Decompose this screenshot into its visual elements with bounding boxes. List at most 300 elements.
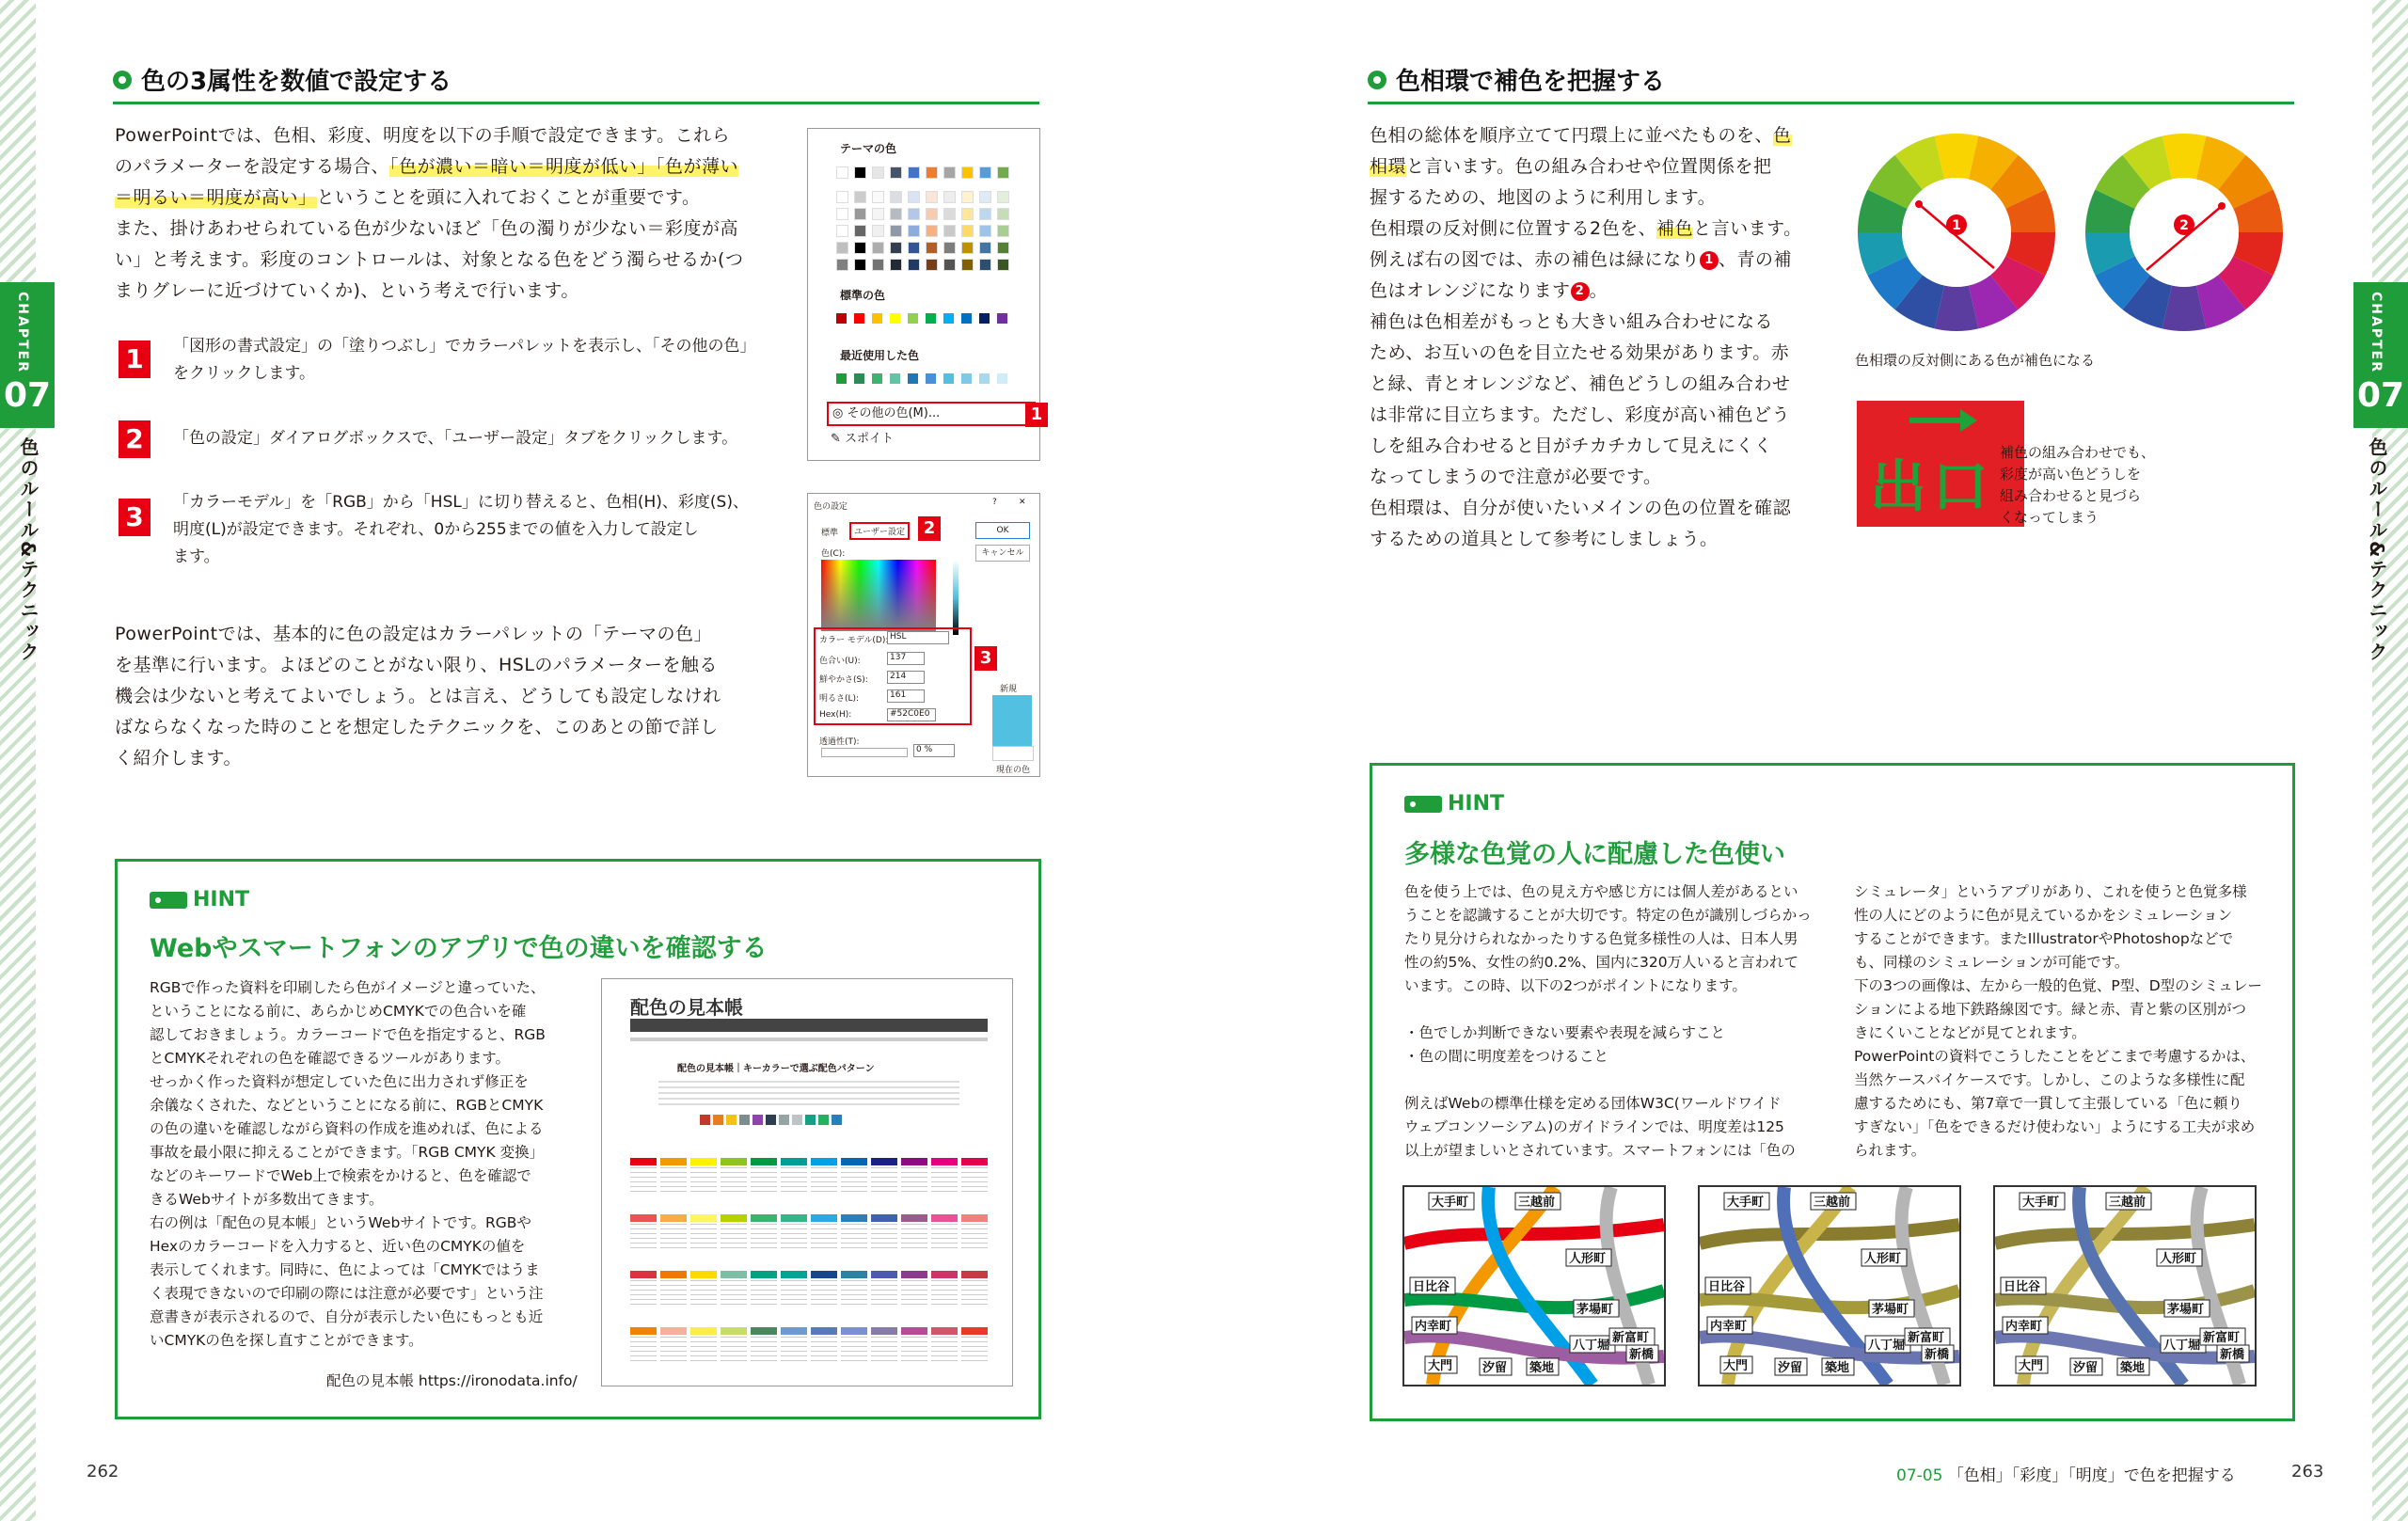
left-edge-stripes: [0, 0, 36, 1521]
site-cell-text: [931, 1167, 958, 1192]
standard-color-swatch[interactable]: [890, 313, 900, 324]
right-body: 色相の総体を順序立てて円環上に並べたものを、色 相環と言います。色の組み合わせや位置関係を把 握するための、地図のように利用します。 色相環の反対側に位置する2色を、補色と言います。 例えば右の図では、赤の補色は緑になり 1 、青の補 色はオレンジになります 2 。 補色は色相差がもっとも大きい組み合わせになる ため、お互いの色を目立たせる効果があります。赤 と緑、青とオレンジなど、補色どうしの組み合わせ は非常に目立ちます。ただし、彩度が高い補色どう しを組み合わせると目がチカチカして見えにくく なってしまうので注意が必要です。 色相環は、自分が使いたいメインの色の位置を確認 するための道具として参考にしましょう。: [1370, 125, 1802, 549]
station-label: 八丁堀: [1573, 1339, 1610, 1353]
hue-label: 色合い(U):: [819, 657, 861, 666]
station-label: 三越前: [1814, 1196, 1851, 1210]
theme-color-swatch[interactable]: [979, 191, 991, 203]
theme-color-swatch[interactable]: [926, 166, 938, 179]
transparency-input[interactable]: 0 %: [913, 744, 955, 757]
hue-input[interactable]: 137: [887, 652, 925, 665]
site-color-cell: [931, 1214, 958, 1222]
color-spectrum[interactable]: [821, 560, 936, 631]
standard-color-swatch[interactable]: [908, 313, 918, 324]
site-color-cell: [901, 1158, 927, 1165]
step-3-number: 3: [119, 499, 150, 536]
station-label: 日比谷: [2004, 1280, 2041, 1294]
theme-color-swatch[interactable]: [890, 208, 902, 220]
metro-line: [1995, 1225, 2255, 1244]
station-label: 八丁堀: [2163, 1339, 2201, 1353]
hint-col-2: シミュレータ」というアプリがあり、これを使うと色覚多様 性の人にどのように色が見えているかをシミュレーション することができます。またIllustratorやPhotoshopなどで も、同様のシミュレーションが可能です。 下の3つの画像は、左から一般的色覚、P型、D型のシミュレー ションによる地下鉄路線図です。緑と赤、青と紫の区別がつ きにくいことなどが見てとれます。 PowerPointの資料でこうしたことをどこまで考慮するかは、 当然ケースバイケースです。しかし、このような多様性に配 慮するためにも、第7章で一貫して主張している「色に頼り すぎない」「色をできるだけ使わない」ようにする工夫が求め られます。: [1854, 883, 2262, 1159]
site-color-cell: [961, 1158, 988, 1165]
station-label: 新橋: [1925, 1348, 1950, 1362]
site-color-cell: [630, 1158, 657, 1165]
station-label: 内幸町: [1710, 1320, 1748, 1334]
recent-colors-label: 最近使用した色: [840, 349, 920, 362]
metro-map-d-type: [1993, 1185, 2257, 1386]
station-label: 内幸町: [1415, 1320, 1452, 1334]
site-cell-text: [630, 1280, 657, 1305]
standard-color-swatch[interactable]: [926, 313, 936, 324]
site-color-cell: [721, 1271, 747, 1278]
hint-title: Webやスマートフォンのアプリで色の違いを確認する: [150, 934, 768, 963]
recent-color-swatch[interactable]: [836, 373, 847, 384]
hint-icon: [150, 892, 187, 909]
site-color-cell: [751, 1271, 777, 1278]
hint-col-1: 色を使う上では、色の見え方や感じ方には個人差があるとい うことを認識することが大切です。特定の色が識別しづらかっ たり見分けられなかったりする色覚多様性の人は、日本人男 性の約5%、女性の約0.2%、国内に320万人いると言われて います。この時、以下の2つがポイントになります。 ・色でしか判断できない要素や表現を減らすこと ・色の間に明度差をつけること 例えばWebの標準仕様を定める団体W3C(ワールドワイド ウェブコンソーシアム)のガイドラインでは、明度差は125 以上が望ましいとされています。スマートフォンには「色の: [1404, 883, 1812, 1159]
site-cell-text: [660, 1280, 687, 1305]
site-color-cell: [690, 1327, 717, 1335]
exit-caption: 補色の組み合わせでも、 彩度が高い色どうしを 組み合わせると見づら くなってしまう: [2000, 444, 2156, 526]
site-cell-text: [781, 1337, 807, 1361]
site-logo: 配色の見本帳: [630, 996, 743, 1019]
station-label: 八丁堀: [1868, 1339, 1906, 1353]
theme-color-swatch[interactable]: [943, 191, 956, 203]
site-color-cell: [871, 1158, 897, 1165]
station-label: 三越前: [2109, 1196, 2147, 1210]
color-model-select[interactable]: HSL: [887, 631, 949, 644]
callout-badge-2: 2: [918, 516, 941, 541]
site-cell-text: [751, 1224, 777, 1248]
theme-color-swatch[interactable]: [836, 225, 848, 237]
step-2-number: 2: [119, 420, 150, 458]
site-cell-text: [811, 1337, 837, 1361]
theme-color-swatch[interactable]: [997, 259, 1009, 271]
site-chip: [739, 1115, 750, 1125]
theme-color-swatch[interactable]: [908, 259, 920, 271]
site-color-cell: [961, 1271, 988, 1278]
site-cell-text: [811, 1224, 837, 1248]
site-color-cell: [721, 1327, 747, 1335]
site-cell-text: [721, 1224, 747, 1248]
site-color-cell: [781, 1158, 807, 1165]
color-label: 色(C):: [821, 549, 846, 559]
chapter-number: 07: [2356, 376, 2405, 415]
step-1-text: 「図形の書式設定」の「塗りつぶし」でカラーパレットを表示し、「その他の色」 をクリックします。: [173, 337, 756, 383]
site-chip: [779, 1115, 789, 1125]
left-intro: PowerPointでは、色相、彩度、明度を以下の手順で設定できます。これら のパラメーターを設定する場合、「色が濃い＝暗い＝明度が低い」「色が薄い ＝明るい＝明度が高い」ということを頭に入れておくことが重要です。 また、掛けあわせられている色が少ないほど「色の濁りが少ない＝彩度が高 い」と考えます。彩度のコントロールは、対象となる色をどう濁らせるか(つ まりグレーに近づけていくか)、という考えで行います。: [115, 125, 744, 301]
site-cell-text: [721, 1337, 747, 1361]
site-cell-text: [931, 1224, 958, 1248]
standard-color-swatch[interactable]: [836, 313, 847, 324]
luminance-slider[interactable]: [953, 560, 958, 635]
site-cell-text: [690, 1167, 717, 1192]
site-color-cell: [660, 1214, 687, 1222]
theme-color-swatch[interactable]: [890, 259, 902, 271]
theme-color-swatch[interactable]: [890, 166, 902, 179]
site-cell-text: [630, 1337, 657, 1361]
theme-color-swatch[interactable]: [961, 191, 974, 203]
step-3-text: 「カラーモデル」を「RGB」から「HSL」に切り替えると、色相(H)、彩度(S)、 明度(L)が設定できます。それぞれ、0から255までの値を入力して設定し ます。: [173, 493, 749, 566]
chapter-title-left: 色のルール&テクニック: [17, 437, 40, 663]
station-label: 築地: [1529, 1361, 1555, 1375]
site-color-cell: [690, 1214, 717, 1222]
station-label: 茅場町: [2167, 1303, 2205, 1317]
chapter-number: 07: [3, 376, 52, 415]
theme-color-swatch[interactable]: [961, 225, 974, 237]
site-color-cell: [751, 1214, 777, 1222]
theme-color-swatch[interactable]: [926, 259, 938, 271]
theme-color-swatch[interactable]: [854, 242, 866, 254]
site-color-cell: [660, 1271, 687, 1278]
site-cell-text: [811, 1167, 837, 1192]
site-cell-text: [871, 1280, 897, 1305]
site-color-cell: [871, 1214, 897, 1222]
station-label: 大門: [1428, 1359, 1453, 1373]
left-section-title: 色の3属性を数値で設定する: [113, 62, 452, 97]
hue-wheel-2: [2085, 134, 2283, 331]
site-chip: [726, 1115, 737, 1125]
site-cell-text: [751, 1167, 777, 1192]
site-color-cell: [811, 1158, 837, 1165]
recent-color-swatch[interactable]: [872, 373, 882, 384]
site-color-cell: [781, 1327, 807, 1335]
theme-color-swatch[interactable]: [854, 225, 866, 237]
station-label: 新橋: [1629, 1348, 1655, 1362]
site-chip: [700, 1115, 710, 1125]
station-label: 大門: [2019, 1359, 2044, 1373]
site-color-cell: [841, 1214, 867, 1222]
wheel-number: 2: [2179, 218, 2189, 233]
arrow-head: [1915, 200, 1923, 208]
theme-color-swatch[interactable]: [872, 208, 884, 220]
recent-color-swatch[interactable]: [943, 373, 954, 384]
site-cell-text: [721, 1167, 747, 1192]
site-cell-text: [871, 1337, 897, 1361]
chapter-word: CHAPTER: [2368, 292, 2384, 373]
ok-button[interactable]: OK: [975, 522, 1030, 539]
site-chip: [713, 1115, 723, 1125]
theme-color-swatch[interactable]: [961, 166, 974, 179]
recent-color-swatch[interactable]: [979, 373, 990, 384]
theme-color-swatch[interactable]: [872, 259, 884, 271]
callout-badge-1: 1: [1025, 403, 1048, 427]
new-color-label: 新規: [1000, 685, 1018, 694]
arrow-icon: [1909, 418, 1964, 423]
metro-map-p-type: [1698, 1185, 1961, 1386]
help-icon[interactable]: ?: [992, 498, 997, 507]
site-chip: [752, 1115, 763, 1125]
station-label: 築地: [2120, 1361, 2146, 1375]
station-label: 人形町: [2160, 1252, 2197, 1266]
site-color-cell: [811, 1271, 837, 1278]
theme-color-swatch[interactable]: [943, 225, 956, 237]
transparency-label: 透過性(T):: [819, 737, 860, 747]
site-color-cell: [931, 1271, 958, 1278]
recent-color-swatch[interactable]: [926, 373, 936, 384]
theme-color-swatch[interactable]: [872, 242, 884, 254]
current-color-label: 現在の色: [996, 766, 1031, 775]
site-cell-text: [961, 1337, 988, 1361]
theme-color-swatch[interactable]: [943, 259, 956, 271]
chapter-tab-right: [2353, 282, 2408, 428]
site-cell-text: [811, 1280, 837, 1305]
site-cell-text: [901, 1337, 927, 1361]
station-label: 築地: [1825, 1361, 1850, 1375]
site-cell-text: [961, 1280, 988, 1305]
theme-color-swatch[interactable]: [979, 259, 991, 271]
station-label: 大手町: [1727, 1196, 1765, 1210]
theme-color-swatch[interactable]: [926, 242, 938, 254]
site-cell-text: [901, 1167, 927, 1192]
site-color-cell: [721, 1214, 747, 1222]
left-outro: PowerPointでは、基本的に色の設定はカラーパレットの「テーマの色」 を基準に行います。よほどのことがない限り、HSLのパラメーターを触る 機会は少ないと考えてよいでしょう。とは言え、どうしても設定しなけれ ばならなくなった時のことを想定したテクニックを、このあとの節で詳し く紹介します。: [115, 624, 721, 768]
theme-color-swatch[interactable]: [943, 208, 956, 220]
bullet-icon: [113, 71, 132, 89]
theme-color-swatch[interactable]: [979, 242, 991, 254]
site-cell-text: [841, 1337, 867, 1361]
station-label: 人形町: [1864, 1252, 1902, 1266]
eyedropper-item[interactable]: ✎ スポイト: [831, 432, 895, 446]
site-cell-text: [841, 1224, 867, 1248]
site-cell-text: [690, 1337, 717, 1361]
step-2-text: 「色の設定」ダイアログボックスで、「ユーザー設定」タブをクリックします。: [173, 429, 738, 448]
station-label: 人形町: [1569, 1252, 1607, 1266]
site-color-cell: [841, 1271, 867, 1278]
site-cell-text: [841, 1167, 867, 1192]
theme-color-swatch[interactable]: [997, 166, 1009, 179]
page-number-right: 263: [2291, 1462, 2324, 1481]
arrow-head: [2218, 202, 2226, 210]
standard-color-swatch[interactable]: [854, 313, 864, 324]
site-cell-text: [931, 1280, 958, 1305]
site-color-cell: [841, 1158, 867, 1165]
site-color-cell: [630, 1327, 657, 1335]
theme-color-swatch[interactable]: [836, 191, 848, 203]
site-cell-text: [961, 1167, 988, 1192]
theme-color-swatch[interactable]: [836, 242, 848, 254]
theme-color-swatch[interactable]: [979, 208, 991, 220]
saturation-input[interactable]: 214: [887, 671, 925, 684]
standard-color-swatch[interactable]: [997, 313, 1007, 324]
step-1-number: 1: [119, 341, 150, 378]
site-color-cell: [690, 1158, 717, 1165]
site-cell-text: [961, 1224, 988, 1248]
hue-wheels: [1853, 124, 2295, 341]
site-sub-nav: [630, 1038, 988, 1041]
site-color-cell: [841, 1327, 867, 1335]
standard-color-swatch[interactable]: [979, 313, 990, 324]
ironodata-site-screenshot: [601, 978, 1013, 1386]
metro-line: [1700, 1225, 1959, 1244]
theme-color-swatch[interactable]: [926, 191, 938, 203]
site-cell-text: [901, 1224, 927, 1248]
theme-color-swatch[interactable]: [943, 166, 956, 179]
station-label: 日比谷: [1413, 1280, 1450, 1294]
site-cell-text: [871, 1224, 897, 1248]
theme-color-swatch[interactable]: [961, 242, 974, 254]
theme-color-swatch[interactable]: [854, 166, 866, 179]
tab-standard[interactable]: 標準: [821, 529, 839, 538]
exit-text: 出口: [1870, 454, 1994, 520]
theme-color-swatch[interactable]: [961, 259, 974, 271]
site-cell-text: [871, 1167, 897, 1192]
station-label: 大手町: [1432, 1196, 1469, 1210]
theme-color-swatch[interactable]: [872, 191, 884, 203]
theme-color-swatch[interactable]: [890, 225, 902, 237]
standard-colors-label: 標準の色: [840, 289, 886, 302]
theme-color-swatch[interactable]: [997, 191, 1009, 203]
theme-color-swatch[interactable]: [997, 208, 1009, 220]
tab-custom[interactable]: ユーザー設定: [849, 522, 910, 540]
recent-color-swatch[interactable]: [890, 373, 900, 384]
site-cell-text: [841, 1280, 867, 1305]
right-hint-box: [1370, 763, 2295, 1421]
more-colors-item[interactable]: ◎ その他の色(M)...: [827, 402, 1036, 426]
theme-color-swatch[interactable]: [890, 191, 902, 203]
wheel-number: 1: [1952, 218, 1961, 233]
site-color-cell: [961, 1214, 988, 1222]
circled-1: 1: [1700, 251, 1719, 270]
theme-color-swatch[interactable]: [961, 208, 974, 220]
right-edge-stripes: [2372, 0, 2408, 1521]
site-chip: [832, 1115, 842, 1125]
theme-color-swatch[interactable]: [854, 208, 866, 220]
recent-color-swatch[interactable]: [854, 373, 864, 384]
site-cell-text: [630, 1167, 657, 1192]
left-hint-box: [115, 859, 1041, 1419]
station-label: 大門: [1723, 1359, 1749, 1373]
site-chip: [792, 1115, 802, 1125]
site-chip: [766, 1115, 776, 1125]
site-color-cell: [630, 1271, 657, 1278]
station-label: 茅場町: [1872, 1303, 1909, 1317]
site-color-cell: [660, 1327, 687, 1335]
palette-icon: ◎: [832, 406, 844, 420]
recent-color-swatch[interactable]: [997, 373, 1007, 384]
site-cell-text: [660, 1224, 687, 1248]
hue-wheel-1: [1858, 134, 2055, 331]
hint-body: RGBで作った資料を印刷したら色がイメージと違っていた、 ということになる前に、あらかじめCMYKでの色合いを確 認しておきましょう。カラーコードで色を指定すると、RGB とCMYKそれぞれの色を確認できるツールがあります。 せっかく作った資料が想定していた色に出力されず修正を 余儀なくされた、などということになる前に、RGBとCMYK の色の違いを確認しながら資料の作成を進めれば、色による 事故を最小限に抑えることができます。「RGB CMYK 変換」 などのキーワードでWeb上で検索をかけると、色を確認で きるWebサイトが多数出てきます。 右の例は「配色の見本帳」というWebサイトです。RGBや Hexのカラーコードを入力すると、近い色のCMYKの値を 表示してくれます。同時に、色によっては「CMYKではうま く表現できないので印刷の際には注意が必要です」という注 意書きが表示されるので、自分が表示したい色にもっとも近 いCMYKの色を探し直すことができます。: [150, 979, 546, 1349]
site-cell-text: [690, 1280, 717, 1305]
recent-color-swatch[interactable]: [908, 373, 918, 384]
theme-color-swatch[interactable]: [997, 242, 1009, 254]
site-color-cell: [811, 1327, 837, 1335]
theme-color-swatch[interactable]: [943, 242, 956, 254]
theme-color-swatch[interactable]: [872, 166, 884, 179]
new-color-preview: [992, 695, 1032, 746]
theme-color-swatch[interactable]: [908, 242, 920, 254]
site-cell-text: [690, 1224, 717, 1248]
station-label: 新橋: [2220, 1348, 2245, 1362]
station-label: 日比谷: [1708, 1280, 1746, 1294]
right-section-title: 色相環で補色を把握する: [1368, 62, 1665, 97]
theme-color-swatch[interactable]: [908, 166, 920, 179]
site-color-cell: [781, 1271, 807, 1278]
circled-2: 2: [1571, 282, 1590, 301]
site-color-cell: [931, 1327, 958, 1335]
standard-color-swatch[interactable]: [961, 313, 972, 324]
running-footer: [1896, 1462, 2236, 1485]
site-cell-text: [751, 1337, 777, 1361]
station-label: 内幸町: [2005, 1320, 2043, 1334]
standard-color-swatch[interactable]: [872, 313, 882, 324]
theme-color-swatch[interactable]: [926, 208, 938, 220]
luminance-label: 明るさ(L):: [819, 694, 860, 704]
dialog-title: 色の設定: [814, 502, 848, 512]
wheel-caption: 色相環の反対側にある色が補色になる: [1855, 352, 2096, 369]
site-heading: 配色の見本帳｜キーカラーで選ぶ配色パターン: [677, 1064, 875, 1074]
left-section-rule: [113, 102, 1039, 104]
hint-badge: HINT: [150, 888, 249, 911]
transparency-slider[interactable]: [821, 748, 908, 757]
theme-color-swatch[interactable]: [854, 191, 866, 203]
station-label: 汐留: [1778, 1361, 1803, 1375]
station-label: 新富町: [1612, 1331, 1650, 1345]
theme-color-swatch[interactable]: [836, 259, 848, 271]
theme-color-swatch[interactable]: [890, 242, 902, 254]
site-color-cell: [871, 1271, 897, 1278]
chapter-title-right: 色のルール&テクニック: [2366, 437, 2388, 663]
site-color-cell: [690, 1271, 717, 1278]
station-label: 三越前: [1518, 1196, 1556, 1210]
hint-caption: 配色の見本帳 https://ironodata.info/: [326, 1372, 578, 1389]
cancel-button[interactable]: キャンセル: [975, 545, 1030, 562]
right-section-rule: [1368, 102, 2294, 104]
standard-color-swatch[interactable]: [943, 313, 954, 324]
hex-input[interactable]: #52C0E0: [887, 708, 936, 721]
theme-color-swatch[interactable]: [836, 208, 848, 220]
site-cell-text: [721, 1280, 747, 1305]
hint-badge: HINT: [1404, 792, 1504, 816]
site-nav-bar: [630, 1019, 988, 1032]
hint-title: 多様な色覚の人に配慮した色使い: [1404, 840, 1785, 869]
page-number-left: 262: [87, 1462, 119, 1481]
site-cell-text: [660, 1167, 687, 1192]
station-label: 汐留: [2073, 1361, 2099, 1375]
site-color-cell: [630, 1214, 657, 1222]
site-color-cell: [931, 1158, 958, 1165]
site-chip: [818, 1115, 829, 1125]
luminance-input[interactable]: 161: [887, 689, 925, 703]
saturation-label: 鮮やかさ(S):: [819, 675, 868, 685]
theme-color-swatch[interactable]: [908, 225, 920, 237]
site-cell-text: [781, 1280, 807, 1305]
site-cell-text: [751, 1280, 777, 1305]
site-color-cell: [961, 1327, 988, 1335]
theme-color-swatch[interactable]: [979, 225, 991, 237]
site-color-cell: [751, 1327, 777, 1335]
theme-color-swatch[interactable]: [854, 259, 866, 271]
site-description: [658, 1081, 959, 1105]
close-icon[interactable]: ✕: [1019, 498, 1026, 507]
theme-color-swatch[interactable]: [908, 191, 920, 203]
theme-color-swatch[interactable]: [836, 166, 848, 179]
theme-colors-label: テーマの色: [840, 142, 897, 155]
site-cell-text: [931, 1337, 958, 1361]
site-color-cell: [781, 1214, 807, 1222]
station-label: 茅場町: [1576, 1303, 1614, 1317]
site-cell-text: [781, 1167, 807, 1192]
callout-badge-3: 3: [974, 646, 997, 671]
color-palette-screenshot: [807, 128, 1040, 461]
recent-color-swatch[interactable]: [961, 373, 972, 384]
theme-color-swatch[interactable]: [908, 208, 920, 220]
theme-color-swatch[interactable]: [979, 166, 991, 179]
theme-color-swatch[interactable]: [872, 225, 884, 237]
chapter-word: CHAPTER: [15, 292, 30, 373]
theme-color-swatch[interactable]: [926, 225, 938, 237]
theme-color-swatch[interactable]: [997, 225, 1009, 237]
